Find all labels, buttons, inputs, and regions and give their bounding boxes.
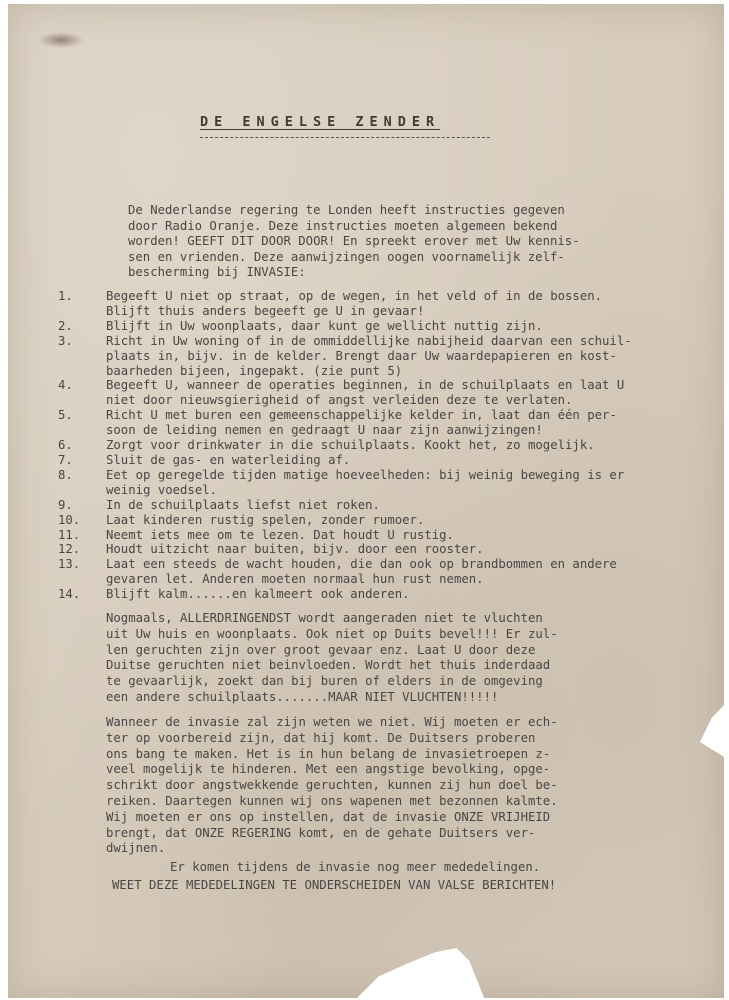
list-item (58, 289, 632, 319)
list-item (58, 557, 632, 587)
intro-line: sen en vrienden. Deze aanwijzingen oogen voornamelijk zelf- (128, 249, 565, 264)
paragraph-line: uit Uw huis en woonplaats. Ook niet op Duits bevel!!! Er zul- (106, 626, 558, 641)
warning-paragraph (106, 611, 558, 706)
paragraph-line: te gevaarlijk, zoekt dan bij buren of elders in de omgeving (106, 674, 543, 689)
item-number: 14. (58, 587, 81, 602)
intro-line: door Radio Oranje. Deze instructies moeten algemeen bekend (128, 218, 558, 233)
item-line: soon de leiding nemen en gedraagt U naar zijn aanwijzingen! (106, 423, 543, 438)
item-number: 9. (58, 497, 73, 512)
item-number: 1. (58, 289, 73, 303)
item-number: 8. (58, 467, 73, 482)
paragraph-line: dwijnen. (106, 841, 166, 856)
item-text (106, 587, 410, 602)
item-text (106, 513, 424, 528)
invasion-paragraph (106, 715, 558, 857)
item-number: 7. (58, 452, 73, 467)
item-text (106, 378, 624, 408)
closing-notice (112, 858, 556, 894)
item-line: Eet op geregelde tijden matige hoeveelheden: bij weinig beweging is er (106, 467, 625, 482)
item-line: Blijft thuis anders begeeft ge U in gevaar! (106, 303, 425, 318)
list-item (58, 528, 632, 543)
paragraph-line: een andere schuilplaats.......MAAR NIET VLUCHTEN!!!!! (106, 689, 499, 704)
closing-line: WEET DEZE MEDEDELINGEN TE ONDERSCHEIDEN VAN VALSE BERICHTEN! (112, 878, 557, 892)
item-line: Neemt iets mee om te lezen. Dat houdt U rustig. (106, 527, 454, 542)
item-line: Begeeft U, wanneer de operaties beginnen, in de schuilplaats en laat U (106, 378, 625, 393)
list-item (58, 498, 632, 513)
list-item (58, 468, 632, 498)
list-item (58, 542, 632, 557)
item-number: 3. (58, 333, 73, 348)
item-text (106, 542, 484, 557)
intro-line: De Nederlandse regering te Londen heeft instructies gegeven (128, 203, 565, 217)
list-item (58, 378, 632, 408)
paragraph-line: Duitse geruchten niet beinvloeden. Wordt het thuis inderdaad (106, 658, 551, 673)
item-line: niet door nieuwsgierigheid of angst verleiden deze te verlaten. (106, 393, 573, 408)
intro-paragraph (128, 203, 580, 281)
item-line: plaats in, bijv. in de kelder. Brengt daar Uw waardepapieren en kost- (106, 348, 617, 363)
item-line: Blijft kalm......en kalmeert ook anderen. (106, 587, 410, 602)
item-number: 10. (58, 512, 81, 527)
item-number: 11. (58, 527, 81, 542)
paragraph-line: ter op voorbereid zijn, dat hij komt. De Duitsers proberen (106, 730, 536, 745)
item-line: Blijft in Uw woonplaats, daar kunt ge wellicht nuttig zijn. (106, 318, 543, 333)
intro-line: bescherming bij INVASIE: (128, 265, 306, 280)
item-text (106, 438, 595, 453)
paragraph-line: ons bang te maken. Het is in hun belang de invasietroepen z- (106, 746, 551, 761)
paragraph-line: brengt, dat ONZE REGERING komt, en de gehate Duitsers ver- (106, 825, 536, 840)
paragraph-line: schrikt door angstwekkende geruchten, kunnen zij hun doel be- (106, 778, 558, 793)
item-line: Laat een steeds de wacht houden, die dan ook op brandbommen en andere (106, 557, 617, 572)
item-line: gevaren let. Anderen moeten normaal hun rust nemen. (106, 572, 484, 587)
item-text (106, 319, 543, 334)
item-line: Laat kinderen rustig spelen, zonder rumoer. (106, 512, 425, 527)
item-line: Richt in Uw woning of in de ommiddellijke nabijheid daarvan een schuil- (106, 333, 632, 348)
list-item (58, 319, 632, 334)
item-text (106, 557, 617, 587)
item-text (106, 528, 454, 543)
item-text (106, 289, 602, 319)
item-line: In de schuilplaats liefst niet roken. (106, 497, 380, 512)
item-line: baarheden bijeen, ingepakt. (zie punt 5) (106, 363, 403, 378)
item-text (106, 498, 380, 513)
paragraph-line: reiken. Daartegen kunnen wij ons wapenen met bezonnen kalmte. (106, 793, 558, 808)
item-text (106, 334, 632, 379)
paragraph-line: veel mogelijk te hinderen. Met een angstige bevolking, opge- (106, 762, 551, 777)
instruction-list (58, 289, 632, 602)
item-line: Sluit de gas- en waterleiding af. (106, 452, 351, 467)
title-underline (200, 137, 490, 138)
item-line: Houdt uitzicht naar buiten, bijv. door een rooster. (106, 542, 484, 557)
item-text (106, 468, 624, 498)
list-item (58, 438, 632, 453)
list-item (58, 453, 632, 468)
item-line: Zorgt voor drinkwater in die schuilplaats. Kookt het, zo mogelijk. (106, 438, 595, 453)
intro-line: worden! GEEFT DIT DOOR DOOR! En spreekt erover met Uw kennis- (128, 234, 580, 249)
paragraph-line: Nogmaals, ALLERDRINGENDST wordt aangeraden niet te vluchten (106, 611, 543, 625)
item-text (106, 408, 617, 438)
item-number: 2. (58, 318, 73, 333)
ink-stain (38, 32, 84, 48)
item-number: 5. (58, 408, 73, 423)
list-item (58, 587, 632, 602)
item-line: weinig voedsel. (106, 482, 218, 497)
paragraph-line: Wanneer de invasie zal zijn weten we niet. Wij moeten er ech- (106, 715, 558, 729)
item-number: 12. (58, 542, 81, 557)
list-item (58, 513, 632, 528)
item-number: 4. (58, 378, 73, 393)
item-number: 6. (58, 438, 73, 453)
item-text (106, 453, 350, 468)
item-line: Richt U met buren een gemeenschappelijke kelder in, laat dan één per- (106, 408, 617, 423)
document-title: DE ENGELSE ZENDER (200, 114, 441, 130)
item-line: Begeeft U niet op straat, op de wegen, in het veld of in de bossen. (106, 289, 603, 303)
item-number: 13. (58, 557, 81, 572)
list-item (58, 334, 632, 379)
list-item (58, 408, 632, 438)
closing-line: Er komen tijdens de invasie nog meer mededelingen. (170, 860, 541, 874)
paragraph-line: Wij moeten er ons op instellen, dat de invasie ONZE VRIJHEID (106, 809, 551, 824)
paragraph-line: len geruchten zijn over groot gevaar enz. Laat U door deze (106, 642, 536, 657)
